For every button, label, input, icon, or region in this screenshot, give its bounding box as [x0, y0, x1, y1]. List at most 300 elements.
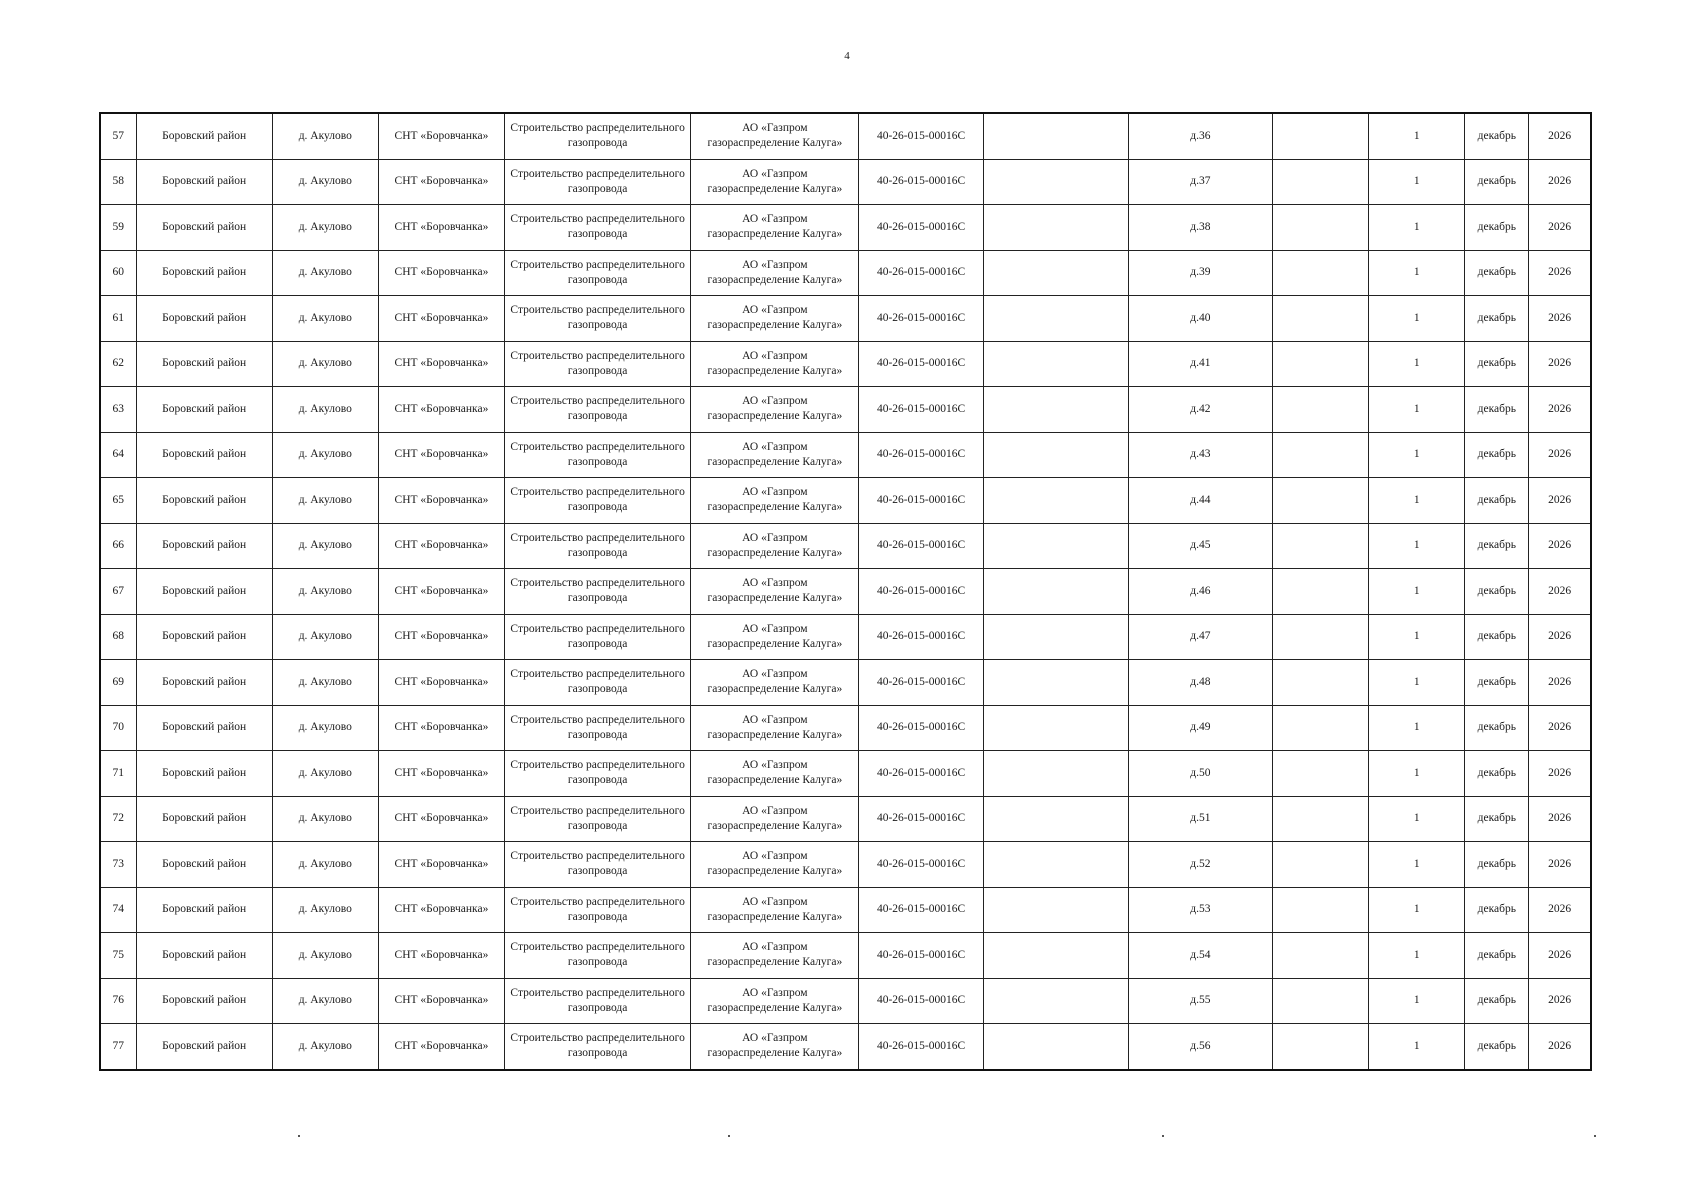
- house-cell: д.40: [1128, 296, 1272, 342]
- organization-line1: АО «Газпром: [742, 941, 808, 954]
- work-type-line1: Строительство распределительного: [510, 759, 685, 772]
- organization-cell: [691, 250, 859, 296]
- district-cell: Боровский район: [136, 887, 272, 933]
- organization-line1: АО «Газпром: [742, 395, 808, 408]
- house-cell: д.44: [1128, 478, 1272, 524]
- table-row: [100, 250, 1591, 296]
- code-cell: 40-26-015-00016С: [859, 614, 983, 660]
- village-cell: д. Акулово: [272, 796, 378, 842]
- house-cell: д.36: [1128, 113, 1272, 159]
- empty-cell-2: [1273, 341, 1369, 387]
- snt-cell: СНТ «Боровчанка»: [378, 978, 504, 1024]
- organization-line2: газораспределение Калуга»: [707, 592, 843, 605]
- organization-line1: АО «Газпром: [742, 213, 808, 226]
- village-cell: д. Акулово: [272, 478, 378, 524]
- scan-dot: [728, 1135, 730, 1137]
- row-number: 74: [100, 887, 136, 933]
- house-cell: д.53: [1128, 887, 1272, 933]
- month-cell: декабрь: [1465, 387, 1529, 433]
- district-cell: Боровский район: [136, 978, 272, 1024]
- work-type-cell: [505, 478, 691, 524]
- district-cell: Боровский район: [136, 296, 272, 342]
- snt-cell: СНТ «Боровчанка»: [378, 614, 504, 660]
- organization-cell: [691, 569, 859, 615]
- work-type-line1: Строительство распределительного: [510, 349, 685, 362]
- village-cell: д. Акулово: [272, 523, 378, 569]
- quantity-cell: 1: [1369, 387, 1465, 433]
- empty-cell-1: [983, 751, 1128, 797]
- row-number: 64: [100, 432, 136, 478]
- work-type-cell: [505, 296, 691, 342]
- row-number: 57: [100, 113, 136, 159]
- year-cell: 2026: [1529, 660, 1591, 706]
- quantity-cell: 1: [1369, 478, 1465, 524]
- quantity-cell: 1: [1369, 432, 1465, 478]
- work-type-line2: газопровода: [567, 410, 628, 423]
- village-cell: д. Акулово: [272, 705, 378, 751]
- work-type-cell: [505, 341, 691, 387]
- village-cell: д. Акулово: [272, 341, 378, 387]
- work-type-line2: газопровода: [567, 137, 628, 150]
- month-cell: декабрь: [1465, 432, 1529, 478]
- empty-cell-1: [983, 978, 1128, 1024]
- table-row: [100, 205, 1591, 251]
- organization-line2: газораспределение Калуга»: [707, 819, 843, 832]
- table-row: [100, 113, 1591, 159]
- row-number: 75: [100, 933, 136, 979]
- work-type-cell: [505, 569, 691, 615]
- table-row: [100, 887, 1591, 933]
- work-type-line1: Строительство распределительного: [510, 668, 685, 681]
- code-cell: 40-26-015-00016С: [859, 387, 983, 433]
- village-cell: д. Акулово: [272, 159, 378, 205]
- empty-cell-2: [1273, 432, 1369, 478]
- snt-cell: СНТ «Боровчанка»: [378, 432, 504, 478]
- row-number: 65: [100, 478, 136, 524]
- house-cell: д.43: [1128, 432, 1272, 478]
- organization-cell: [691, 205, 859, 251]
- organization-line1: АО «Газпром: [742, 804, 808, 817]
- village-cell: д. Акулово: [272, 614, 378, 660]
- work-type-line1: Строительство распределительного: [510, 167, 685, 180]
- quantity-cell: 1: [1369, 1024, 1465, 1070]
- district-cell: Боровский район: [136, 1024, 272, 1070]
- empty-cell-1: [983, 933, 1128, 979]
- district-cell: Боровский район: [136, 705, 272, 751]
- work-type-line2: газопровода: [567, 865, 628, 878]
- empty-cell-2: [1273, 113, 1369, 159]
- year-cell: 2026: [1529, 842, 1591, 888]
- month-cell: декабрь: [1465, 205, 1529, 251]
- quantity-cell: 1: [1369, 296, 1465, 342]
- scan-dot: [1594, 1135, 1596, 1137]
- table-row: [100, 341, 1591, 387]
- organization-line1: АО «Газпром: [742, 531, 808, 544]
- empty-cell-1: [983, 614, 1128, 660]
- year-cell: 2026: [1529, 1024, 1591, 1070]
- district-cell: Боровский район: [136, 478, 272, 524]
- month-cell: декабрь: [1465, 250, 1529, 296]
- organization-line2: газораспределение Калуга»: [707, 501, 843, 514]
- year-cell: 2026: [1529, 887, 1591, 933]
- village-cell: д. Акулово: [272, 569, 378, 615]
- empty-cell-2: [1273, 205, 1369, 251]
- table-row: [100, 1024, 1591, 1070]
- code-cell: 40-26-015-00016С: [859, 159, 983, 205]
- empty-cell-2: [1273, 159, 1369, 205]
- work-type-line1: Строительство распределительного: [510, 577, 685, 590]
- work-type-cell: [505, 1024, 691, 1070]
- organization-cell: [691, 523, 859, 569]
- page-number: 4: [844, 50, 850, 62]
- empty-cell-1: [983, 478, 1128, 524]
- house-cell: д.45: [1128, 523, 1272, 569]
- work-type-line2: газопровода: [567, 319, 628, 332]
- table-row: [100, 796, 1591, 842]
- empty-cell-1: [983, 523, 1128, 569]
- table-row: [100, 978, 1591, 1024]
- empty-cell-2: [1273, 478, 1369, 524]
- district-cell: Боровский район: [136, 205, 272, 251]
- month-cell: декабрь: [1465, 341, 1529, 387]
- month-cell: декабрь: [1465, 296, 1529, 342]
- district-cell: Боровский район: [136, 159, 272, 205]
- village-cell: д. Акулово: [272, 842, 378, 888]
- empty-cell-1: [983, 341, 1128, 387]
- row-number: 58: [100, 159, 136, 205]
- empty-cell-2: [1273, 887, 1369, 933]
- organization-cell: [691, 933, 859, 979]
- organization-cell: [691, 387, 859, 433]
- empty-cell-1: [983, 569, 1128, 615]
- organization-cell: [691, 978, 859, 1024]
- row-number: 77: [100, 1024, 136, 1070]
- empty-cell-2: [1273, 796, 1369, 842]
- empty-cell-1: [983, 432, 1128, 478]
- work-type-line2: газопровода: [567, 1047, 628, 1060]
- organization-line1: АО «Газпром: [742, 713, 808, 726]
- work-type-line1: Строительство распределительного: [510, 622, 685, 635]
- house-cell: д.42: [1128, 387, 1272, 433]
- empty-cell-2: [1273, 751, 1369, 797]
- organization-cell: [691, 842, 859, 888]
- snt-cell: СНТ «Боровчанка»: [378, 705, 504, 751]
- organization-line2: газораспределение Калуга»: [707, 319, 843, 332]
- village-cell: д. Акулово: [272, 978, 378, 1024]
- month-cell: декабрь: [1465, 569, 1529, 615]
- row-number: 70: [100, 705, 136, 751]
- row-number: 76: [100, 978, 136, 1024]
- work-type-line2: газопровода: [567, 910, 628, 923]
- table-row: [100, 432, 1591, 478]
- work-type-line2: газопровода: [567, 228, 628, 241]
- work-type-cell: [505, 705, 691, 751]
- snt-cell: СНТ «Боровчанка»: [378, 569, 504, 615]
- year-cell: 2026: [1529, 113, 1591, 159]
- organization-cell: [691, 296, 859, 342]
- work-type-line1: Строительство распределительного: [510, 258, 685, 271]
- house-cell: д.50: [1128, 751, 1272, 797]
- organization-line1: АО «Газпром: [742, 668, 808, 681]
- village-cell: д. Акулово: [272, 387, 378, 433]
- house-cell: д.54: [1128, 933, 1272, 979]
- organization-line2: газораспределение Калуга»: [707, 137, 843, 150]
- house-cell: д.51: [1128, 796, 1272, 842]
- work-type-cell: [505, 751, 691, 797]
- code-cell: 40-26-015-00016С: [859, 569, 983, 615]
- work-type-cell: [505, 159, 691, 205]
- snt-cell: СНТ «Боровчанка»: [378, 159, 504, 205]
- work-type-line2: газопровода: [567, 592, 628, 605]
- row-number: 72: [100, 796, 136, 842]
- code-cell: 40-26-015-00016С: [859, 523, 983, 569]
- empty-cell-2: [1273, 842, 1369, 888]
- table-row: [100, 387, 1591, 433]
- work-type-line2: газопровода: [567, 364, 628, 377]
- year-cell: 2026: [1529, 387, 1591, 433]
- empty-cell-1: [983, 705, 1128, 751]
- empty-cell-2: [1273, 660, 1369, 706]
- snt-cell: СНТ «Боровчанка»: [378, 250, 504, 296]
- quantity-cell: 1: [1369, 933, 1465, 979]
- work-type-cell: [505, 113, 691, 159]
- gasification-table-container: [99, 112, 1592, 1071]
- month-cell: декабрь: [1465, 978, 1529, 1024]
- table-row: [100, 842, 1591, 888]
- work-type-line2: газопровода: [567, 728, 628, 741]
- empty-cell-1: [983, 887, 1128, 933]
- organization-line2: газораспределение Калуга»: [707, 455, 843, 468]
- work-type-cell: [505, 432, 691, 478]
- table-row: [100, 614, 1591, 660]
- house-cell: д.38: [1128, 205, 1272, 251]
- organization-cell: [691, 159, 859, 205]
- organization-line2: газораспределение Калуга»: [707, 546, 843, 559]
- empty-cell-1: [983, 296, 1128, 342]
- code-cell: 40-26-015-00016С: [859, 250, 983, 296]
- row-number: 63: [100, 387, 136, 433]
- village-cell: д. Акулово: [272, 1024, 378, 1070]
- work-type-cell: [505, 796, 691, 842]
- month-cell: декабрь: [1465, 1024, 1529, 1070]
- organization-line1: АО «Газпром: [742, 440, 808, 453]
- empty-cell-1: [983, 205, 1128, 251]
- organization-line2: газораспределение Калуга»: [707, 956, 843, 969]
- table-row: [100, 478, 1591, 524]
- work-type-line1: Строительство распределительного: [510, 531, 685, 544]
- district-cell: Боровский район: [136, 796, 272, 842]
- organization-cell: [691, 660, 859, 706]
- empty-cell-1: [983, 159, 1128, 205]
- work-type-cell: [505, 614, 691, 660]
- organization-line2: газораспределение Калуга»: [707, 410, 843, 423]
- district-cell: Боровский район: [136, 614, 272, 660]
- code-cell: 40-26-015-00016С: [859, 478, 983, 524]
- code-cell: 40-26-015-00016С: [859, 933, 983, 979]
- organization-line1: АО «Газпром: [742, 486, 808, 499]
- year-cell: 2026: [1529, 705, 1591, 751]
- work-type-cell: [505, 387, 691, 433]
- house-cell: д.56: [1128, 1024, 1272, 1070]
- organization-line1: АО «Газпром: [742, 986, 808, 999]
- house-cell: д.49: [1128, 705, 1272, 751]
- snt-cell: СНТ «Боровчанка»: [378, 387, 504, 433]
- snt-cell: СНТ «Боровчанка»: [378, 796, 504, 842]
- work-type-cell: [505, 205, 691, 251]
- month-cell: декабрь: [1465, 705, 1529, 751]
- quantity-cell: 1: [1369, 113, 1465, 159]
- organization-cell: [691, 705, 859, 751]
- month-cell: декабрь: [1465, 478, 1529, 524]
- empty-cell-1: [983, 660, 1128, 706]
- snt-cell: СНТ «Боровчанка»: [378, 751, 504, 797]
- month-cell: декабрь: [1465, 751, 1529, 797]
- work-type-line1: Строительство распределительного: [510, 304, 685, 317]
- empty-cell-1: [983, 387, 1128, 433]
- work-type-line1: Строительство распределительного: [510, 804, 685, 817]
- table-body: [100, 113, 1591, 1070]
- month-cell: декабрь: [1465, 796, 1529, 842]
- village-cell: д. Акулово: [272, 205, 378, 251]
- work-type-line2: газопровода: [567, 182, 628, 195]
- row-number: 60: [100, 250, 136, 296]
- snt-cell: СНТ «Боровчанка»: [378, 205, 504, 251]
- year-cell: 2026: [1529, 250, 1591, 296]
- month-cell: декабрь: [1465, 842, 1529, 888]
- year-cell: 2026: [1529, 205, 1591, 251]
- organization-line1: АО «Газпром: [742, 304, 808, 317]
- table-row: [100, 933, 1591, 979]
- district-cell: Боровский район: [136, 933, 272, 979]
- district-cell: Боровский район: [136, 113, 272, 159]
- work-type-line2: газопровода: [567, 501, 628, 514]
- work-type-line1: Строительство распределительного: [510, 895, 685, 908]
- year-cell: 2026: [1529, 569, 1591, 615]
- work-type-line2: газопровода: [567, 956, 628, 969]
- empty-cell-2: [1273, 978, 1369, 1024]
- work-type-cell: [505, 523, 691, 569]
- organization-line1: АО «Газпром: [742, 759, 808, 772]
- year-cell: 2026: [1529, 933, 1591, 979]
- snt-cell: СНТ «Боровчанка»: [378, 887, 504, 933]
- code-cell: 40-26-015-00016С: [859, 705, 983, 751]
- organization-cell: [691, 478, 859, 524]
- code-cell: 40-26-015-00016С: [859, 842, 983, 888]
- house-cell: д.47: [1128, 614, 1272, 660]
- village-cell: д. Акулово: [272, 432, 378, 478]
- district-cell: Боровский район: [136, 751, 272, 797]
- row-number: 68: [100, 614, 136, 660]
- empty-cell-2: [1273, 296, 1369, 342]
- work-type-line1: Строительство распределительного: [510, 122, 685, 135]
- code-cell: 40-26-015-00016С: [859, 205, 983, 251]
- work-type-cell: [505, 660, 691, 706]
- quantity-cell: 1: [1369, 569, 1465, 615]
- work-type-line1: Строительство распределительного: [510, 1032, 685, 1045]
- empty-cell-2: [1273, 569, 1369, 615]
- month-cell: декабрь: [1465, 933, 1529, 979]
- quantity-cell: 1: [1369, 250, 1465, 296]
- organization-line2: газораспределение Калуга»: [707, 364, 843, 377]
- year-cell: 2026: [1529, 614, 1591, 660]
- snt-cell: СНТ «Боровчанка»: [378, 660, 504, 706]
- code-cell: 40-26-015-00016С: [859, 296, 983, 342]
- code-cell: 40-26-015-00016С: [859, 751, 983, 797]
- code-cell: 40-26-015-00016С: [859, 978, 983, 1024]
- table-row: [100, 569, 1591, 615]
- work-type-cell: [505, 887, 691, 933]
- empty-cell-2: [1273, 387, 1369, 433]
- empty-cell-1: [983, 842, 1128, 888]
- organization-line2: газораспределение Калуга»: [707, 182, 843, 195]
- snt-cell: СНТ «Боровчанка»: [378, 113, 504, 159]
- village-cell: д. Акулово: [272, 933, 378, 979]
- district-cell: Боровский район: [136, 660, 272, 706]
- organization-line1: АО «Газпром: [742, 577, 808, 590]
- house-cell: д.39: [1128, 250, 1272, 296]
- work-type-line2: газопровода: [567, 774, 628, 787]
- quantity-cell: 1: [1369, 341, 1465, 387]
- organization-line2: газораспределение Калуга»: [707, 728, 843, 741]
- work-type-cell: [505, 978, 691, 1024]
- quantity-cell: 1: [1369, 978, 1465, 1024]
- table-row: [100, 705, 1591, 751]
- year-cell: 2026: [1529, 751, 1591, 797]
- empty-cell-1: [983, 250, 1128, 296]
- organization-line2: газораспределение Калуга»: [707, 228, 843, 241]
- village-cell: д. Акулово: [272, 660, 378, 706]
- organization-line2: газораспределение Калуга»: [707, 865, 843, 878]
- work-type-line1: Строительство распределительного: [510, 713, 685, 726]
- year-cell: 2026: [1529, 523, 1591, 569]
- month-cell: декабрь: [1465, 159, 1529, 205]
- snt-cell: СНТ «Боровчанка»: [378, 296, 504, 342]
- year-cell: 2026: [1529, 159, 1591, 205]
- scan-dot: [1162, 1135, 1164, 1137]
- quantity-cell: 1: [1369, 523, 1465, 569]
- code-cell: 40-26-015-00016С: [859, 660, 983, 706]
- house-cell: д.41: [1128, 341, 1272, 387]
- code-cell: 40-26-015-00016С: [859, 432, 983, 478]
- house-cell: д.48: [1128, 660, 1272, 706]
- snt-cell: СНТ «Боровчанка»: [378, 478, 504, 524]
- district-cell: Боровский район: [136, 523, 272, 569]
- row-number: 69: [100, 660, 136, 706]
- code-cell: 40-26-015-00016С: [859, 341, 983, 387]
- district-cell: Боровский район: [136, 842, 272, 888]
- year-cell: 2026: [1529, 796, 1591, 842]
- house-cell: д.52: [1128, 842, 1272, 888]
- organization-line2: газораспределение Калуга»: [707, 1001, 843, 1014]
- work-type-line2: газопровода: [567, 819, 628, 832]
- month-cell: декабрь: [1465, 887, 1529, 933]
- month-cell: декабрь: [1465, 523, 1529, 569]
- organization-line1: АО «Газпром: [742, 1032, 808, 1045]
- year-cell: 2026: [1529, 432, 1591, 478]
- work-type-line1: Строительство распределительного: [510, 850, 685, 863]
- empty-cell-1: [983, 796, 1128, 842]
- work-type-line2: газопровода: [567, 683, 628, 696]
- organization-cell: [691, 1024, 859, 1070]
- organization-cell: [691, 432, 859, 478]
- table-row: [100, 296, 1591, 342]
- table-row: [100, 660, 1591, 706]
- work-type-line1: Строительство распределительного: [510, 486, 685, 499]
- quantity-cell: 1: [1369, 159, 1465, 205]
- work-type-line1: Строительство распределительного: [510, 440, 685, 453]
- organization-line1: АО «Газпром: [742, 895, 808, 908]
- snt-cell: СНТ «Боровчанка»: [378, 1024, 504, 1070]
